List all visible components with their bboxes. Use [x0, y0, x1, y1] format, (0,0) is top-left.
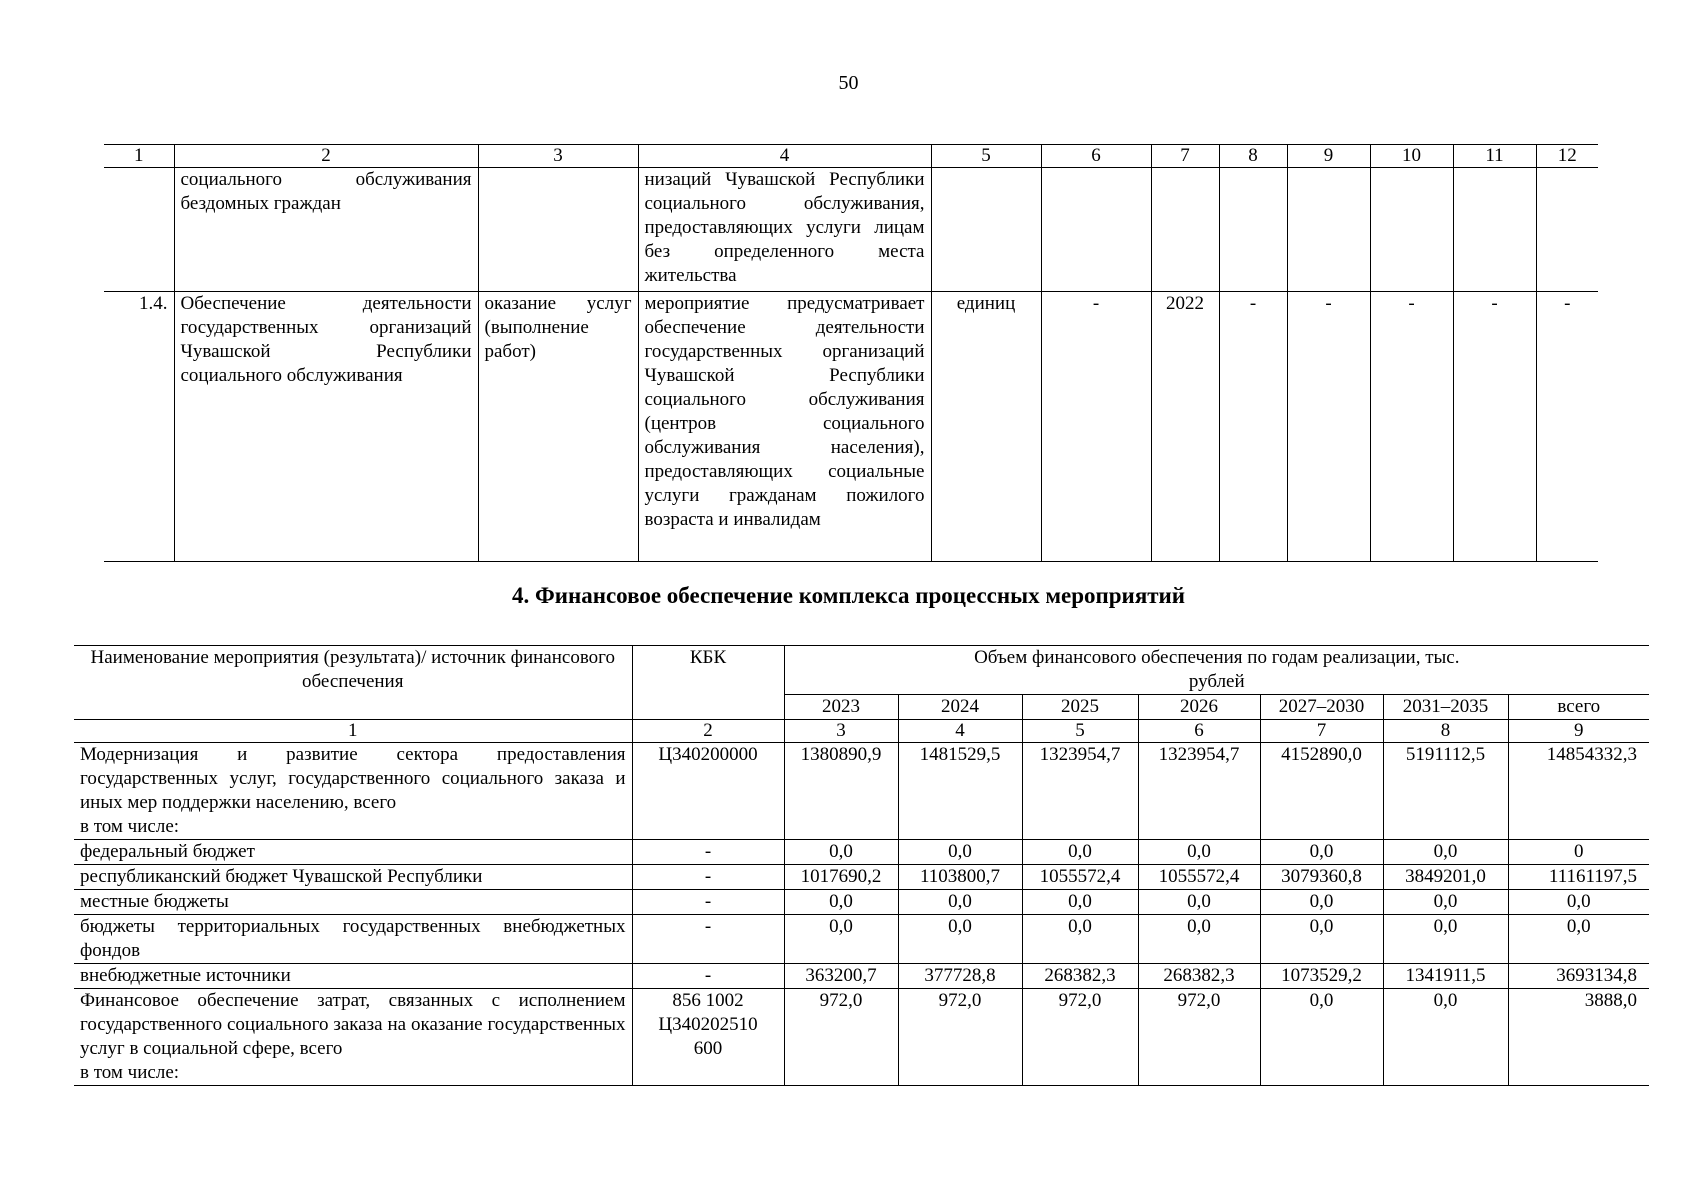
col-number: 2	[632, 720, 784, 743]
activity-description: низаций Чувашской Республики социального обслуживания, предоставляющих услуги лицам без определенного места жительства	[638, 168, 931, 292]
year-header: 2024	[898, 695, 1022, 720]
year	[1151, 168, 1219, 292]
value-2024: 0,0	[898, 890, 1022, 915]
unit: единиц	[931, 292, 1041, 562]
value-2031-2035: 1341911,5	[1383, 964, 1508, 989]
value-2027-2030: 0,0	[1260, 989, 1383, 1086]
value-2026: 0,0	[1138, 915, 1260, 964]
value-2026: 268382,3	[1138, 964, 1260, 989]
col-number: 7	[1151, 145, 1219, 168]
source-subtitle: в том числе:	[80, 1062, 180, 1083]
head-name: Наименование мероприятия (результата)/ источник финансового обеспечения	[74, 646, 632, 720]
value-2025: 0,0	[1022, 915, 1138, 964]
value-total: 0,0	[1508, 890, 1649, 915]
value-2023: 1380890,9	[784, 743, 898, 840]
col-number: 6	[1138, 720, 1260, 743]
value-2023: 363200,7	[784, 964, 898, 989]
kbk-code: -	[632, 915, 784, 964]
col-number: 8	[1219, 145, 1287, 168]
source-name: внебюджетные источники	[74, 964, 632, 989]
col-number: 5	[1022, 720, 1138, 743]
cell: -	[1287, 292, 1370, 562]
cell	[1219, 168, 1287, 292]
col-number: 9	[1287, 145, 1370, 168]
value-2024: 1103800,7	[898, 865, 1022, 890]
year-header: 2026	[1138, 695, 1260, 720]
year: 2022	[1151, 292, 1219, 562]
value-2026: 1323954,7	[1138, 743, 1260, 840]
table-row	[74, 964, 1649, 989]
value-2027-2030: 3079360,8	[1260, 865, 1383, 890]
value-2024: 1481529,5	[898, 743, 1022, 840]
col-number: 4	[638, 145, 931, 168]
kbk-code: -	[632, 890, 784, 915]
col-number: 11	[1453, 145, 1536, 168]
value-2024: 0,0	[898, 840, 1022, 865]
value-2031-2035: 3849201,0	[1383, 865, 1508, 890]
value-2027-2030: 1073529,2	[1260, 964, 1383, 989]
value-2023: 972,0	[784, 989, 898, 1086]
kbk-code: Ц340200000	[632, 743, 784, 840]
value-2031-2035: 0,0	[1383, 840, 1508, 865]
value-total: 3693134,8	[1508, 964, 1649, 989]
value-2031-2035: 0,0	[1383, 890, 1508, 915]
table-row	[104, 168, 1598, 292]
kbk-code: -	[632, 840, 784, 865]
year-header: 2031–2035	[1383, 695, 1508, 720]
col-number: 3	[784, 720, 898, 743]
column-numbers-row	[74, 720, 1649, 743]
year-header: 2023	[784, 695, 898, 720]
value-2025: 1323954,7	[1022, 743, 1138, 840]
col-number: 3	[478, 145, 638, 168]
kbk-code: -	[632, 964, 784, 989]
col-number: 4	[898, 720, 1022, 743]
value-2023: 0,0	[784, 890, 898, 915]
source-name-text: Финансовое обеспечение затрат, связанных с исполнением государственного социального заказа на оказание государственных услуг в социальной сфере, всего	[80, 990, 626, 1059]
year-header: 2025	[1022, 695, 1138, 720]
table-row	[74, 890, 1649, 915]
cell: -	[1536, 292, 1598, 562]
header-row	[104, 145, 1598, 168]
cell	[1287, 168, 1370, 292]
kbk-code: 856 1002 Ц340202510 600	[632, 989, 784, 1086]
col-number: 5	[931, 145, 1041, 168]
unit	[931, 168, 1041, 292]
activity-name: социального обслуживания бездомных граждан	[174, 168, 478, 292]
source-name: республиканский бюджет Чувашской Республики	[74, 865, 632, 890]
value-2024: 0,0	[898, 915, 1022, 964]
col-number: 1	[104, 145, 174, 168]
value-2031-2035: 0,0	[1383, 915, 1508, 964]
value-2023: 0,0	[784, 840, 898, 865]
value-2023: 1017690,2	[784, 865, 898, 890]
cell: -	[1453, 292, 1536, 562]
value-total: 0	[1508, 840, 1649, 865]
kbk-code: -	[632, 865, 784, 890]
activity-type	[478, 168, 638, 292]
row-number	[104, 168, 174, 292]
cell	[1041, 168, 1151, 292]
table-row	[104, 292, 1598, 562]
value-2025: 972,0	[1022, 989, 1138, 1086]
value-2026: 0,0	[1138, 840, 1260, 865]
activity-type: оказание услуг (выполнение работ)	[478, 292, 638, 562]
value-2025: 0,0	[1022, 840, 1138, 865]
value-total: 3888,0	[1508, 989, 1649, 1086]
source-name-text: Модернизация и развитие сектора предоставления государственных услуг, государственного социального заказа и иных мер поддержки населению, всего	[80, 744, 626, 813]
section-title: 4. Финансовое обеспечение комплекса процессных мероприятий	[511, 583, 1186, 608]
value-2026: 1055572,4	[1138, 865, 1260, 890]
cell	[1370, 168, 1453, 292]
value-2025: 0,0	[1022, 890, 1138, 915]
value-2026: 0,0	[1138, 890, 1260, 915]
col-number: 10	[1370, 145, 1453, 168]
cell	[1536, 168, 1598, 292]
col-number: 2	[174, 145, 478, 168]
value-2024: 972,0	[898, 989, 1022, 1086]
cell	[1453, 168, 1536, 292]
value-total: 0,0	[1508, 915, 1649, 964]
page-number: 50	[838, 72, 859, 94]
col-number: 12	[1536, 145, 1598, 168]
table-row	[74, 989, 1649, 1086]
value-2025: 268382,3	[1022, 964, 1138, 989]
value-2027-2030: 0,0	[1260, 840, 1383, 865]
col-number: 7	[1260, 720, 1383, 743]
source-name: местные бюджеты	[74, 890, 632, 915]
col-number: 8	[1383, 720, 1508, 743]
col-number: 6	[1041, 145, 1151, 168]
value-2025: 1055572,4	[1022, 865, 1138, 890]
table-row	[74, 743, 1649, 840]
table-row	[74, 865, 1649, 890]
value-2027-2030: 0,0	[1260, 890, 1383, 915]
source-subtitle: в том числе:	[80, 816, 180, 837]
head-kbk: КБК	[632, 646, 784, 720]
value-2023: 0,0	[784, 915, 898, 964]
source-name	[74, 743, 632, 840]
source-name: бюджеты территориальных государственных внебюджетных фондов	[74, 915, 632, 964]
source-name	[74, 989, 632, 1086]
activity-description: мероприятие предусматривает обеспечение деятельности государственных организаций Чувашской Республики социального обслуживания (центров социального обслуживания населения), предоставляющих социальные услуги гражданам пожилого возраста и инвалидам	[638, 292, 931, 562]
cell: -	[1370, 292, 1453, 562]
value-2031-2035: 0,0	[1383, 989, 1508, 1086]
value-2024: 377728,8	[898, 964, 1022, 989]
value-2027-2030: 4152890,0	[1260, 743, 1383, 840]
value-2027-2030: 0,0	[1260, 915, 1383, 964]
head-volume: Объем финансового обеспечения по годам реализации, тыс. рублей	[784, 646, 1649, 695]
row-number: 1.4.	[104, 292, 174, 562]
table-row	[74, 915, 1649, 964]
value-2031-2035: 5191112,5	[1383, 743, 1508, 840]
year-header: 2027–2030	[1260, 695, 1383, 720]
source-name: федеральный бюджет	[74, 840, 632, 865]
value-2026: 972,0	[1138, 989, 1260, 1086]
year-header: всего	[1508, 695, 1649, 720]
cell: -	[1041, 292, 1151, 562]
value-total: 11161197,5	[1508, 865, 1649, 890]
cell: -	[1219, 292, 1287, 562]
activities-table	[104, 144, 1598, 562]
header-row	[74, 646, 1649, 695]
col-number: 1	[74, 720, 632, 743]
financing-table	[74, 645, 1649, 1086]
activity-name: Обеспечение деятельности государственных организаций Чувашской Республики социального обслуживания	[174, 292, 478, 562]
col-number: 9	[1508, 720, 1649, 743]
table-row	[74, 840, 1649, 865]
value-total: 14854332,3	[1508, 743, 1649, 840]
